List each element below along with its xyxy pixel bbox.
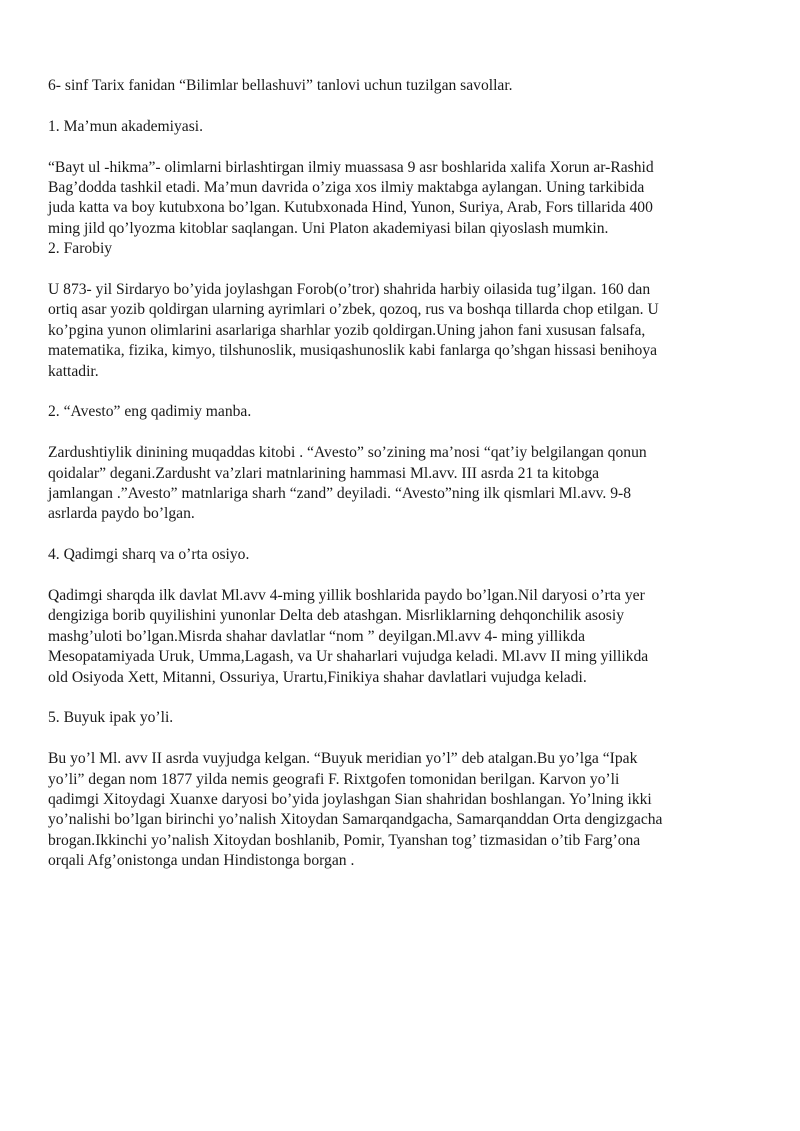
document-page [48, 76, 748, 892]
section-heading-farobiy: 2. Farobiy [48, 240, 113, 258]
section-body-silk-road: Bu yo’l Ml. avv II asrda vuyjudga kelgan. “Buyuk meridian yo’l” deb atalgan.Bu yo’lga “Ipak yo’li” degan nom 1877 yilda nemis geografi F. Rixtgofen tomonidan berilgan. Karvon yo’li qadimgi Xitoydagi Xuanxe daryosi bo’yida joylashgan Sian shahridan boshlangan. Yo’lning ikki yo’nalishi bo’lgan birinchi yo’nalish Xitoydan Samarqandgacha, Samarqanddan Orta dengizgacha brogan.Ikkinchi yo’nalish Xitoydan boshlanib, Pomir, Tyanshan tog’ tizmasidan o’tib Farg’ona orqali Afg’onistonga undan Hindistonga borgan . [48, 750, 663, 870]
document-title: 6- sinf Tarix fanidan “Bilimlar bellashuvi” tanlovi uchun tuzilgan savollar. [48, 77, 513, 94]
section-body-mamun-academy: “Bayt ul -hikma”- olimlarni birlashtirgan ilmiy muassasa 9 asr boshlarida xalifa Xorun ar-Rashid Bag’dodda tashkil etadi. Ma’mun davrida o’ziga xos ilmiy maktabga aylangan. Uning tarkibida juda katta va boy kutubxona bo’lgan. Kutubxonada Hind, Yunon, Suriya, Arab, Fors tillarida 400 ming jild qo’lyozma kitoblar saqlangan. Uni Platon akademiyasi bilan qiyoslash mumkin. [48, 158, 654, 237]
section-heading-ancient-east: 4. Qadimgi sharq va o’rta osiyo. [48, 546, 250, 564]
section-body-ancient-east: Qadimgi sharqda ilk davlat Ml.avv 4-ming yillik boshlarida paydo bo’lgan.Nil daryosi o’rta yer dengiziga borib quyilishini yunonlar Delta deb atashgan. Misrliklarning dehqonchilik asosiy mashg’uloti bo’lgan.Misrda shahar davlatlar “nom ” deyilgan.Ml.avv 4- ming yillikda Mesopatamiyada Uruk, Umma,Lagash, va Ur shaharlari vujudga keladi. Ml.avv II ming yillikda old Osiyoda Xett, Mitanni, Ossuriya, Urartu,Finikiya shahar davlatlari vujudga keladi. [48, 587, 649, 686]
section-body-avesto: Zardushtiylik dinining muqaddas kitobi . “Avesto” so’zining ma’nosi “qat’iy belgilangan qonun qoidalar” degani.Zardusht va’zlari matnlarining hammasi Ml.avv. III asrda 21 ta kitobga jamlangan .”Avesto” matnlariga sharh “zand” deyiladi. “Avesto”ning ilk qismlari Ml.avv. 9-8 asrlarda paydo bo’lgan. [48, 444, 647, 523]
section-heading-mamun-academy: 1. Ma’mun akademiyasi. [48, 117, 204, 135]
section-heading-silk-road: 5. Buyuk ipak yo’li. [48, 709, 174, 727]
section-body-farobiy: U 873- yil Sirdaryo bo’yida joylashgan Forob(o’tror) shahrida harbiy oilasida tug’ilgan. 160 dan ortiq asar yozib qoldirgan ularning ayrimlari o’zbek, qozoq, rus va boshqa tillarda chop etilgan. U ko’pgina yunon olimlarini asarlariga sharhlar yozib qoldirgan.Uning jahon fani xususan falsafa, matematika, fizika, kimyo, tilshunoslik, musiqashunoslik kabi fanlarga qo’shgan hissasi benihoya kattadir. [48, 281, 659, 380]
section-heading-avesto: 2. “Avesto” eng qadimiy manba. [48, 403, 252, 421]
